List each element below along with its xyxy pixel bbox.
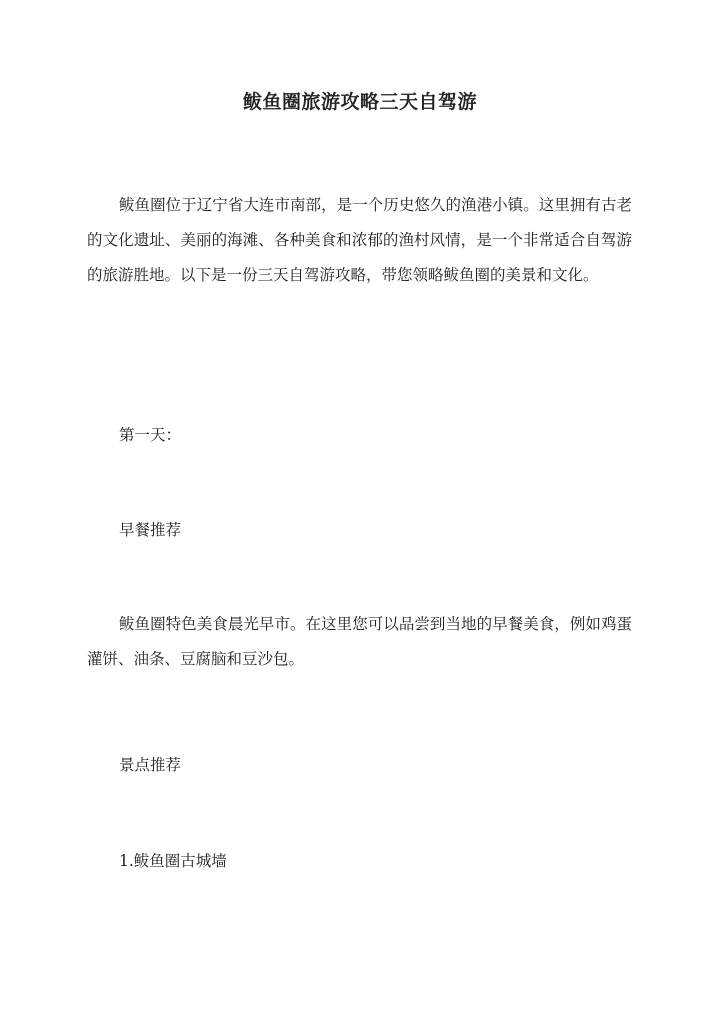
breakfast-heading: 早餐推荐 [119,521,182,539]
intro-paragraph: 鲅鱼圈位于辽宁省大连市南部，是一个历史悠久的渔港小镇。这里拥有古老的文化遗址、美丽的海滩、各种美食和浓郁的渔村风情，是一个非常适合自驾游的旅游胜地。以下是一份三天自驾游攻略，带您领略鲅鱼圈的美景和文化。 [87,196,632,284]
day1-heading: 第一天： [119,426,182,444]
sights-heading: 景点推荐 [119,756,182,774]
document-title: 鲅鱼圈旅游攻略三天自驾游 [242,91,477,113]
sight-item-1: 1.鲅鱼圈古城墙 [119,852,227,870]
breakfast-paragraph: 鲅鱼圈特色美食晨光早市。在这里您可以品尝到当地的早餐美食，例如鸡蛋灌饼、油条、豆腐脑和豆沙包。 [87,615,632,668]
